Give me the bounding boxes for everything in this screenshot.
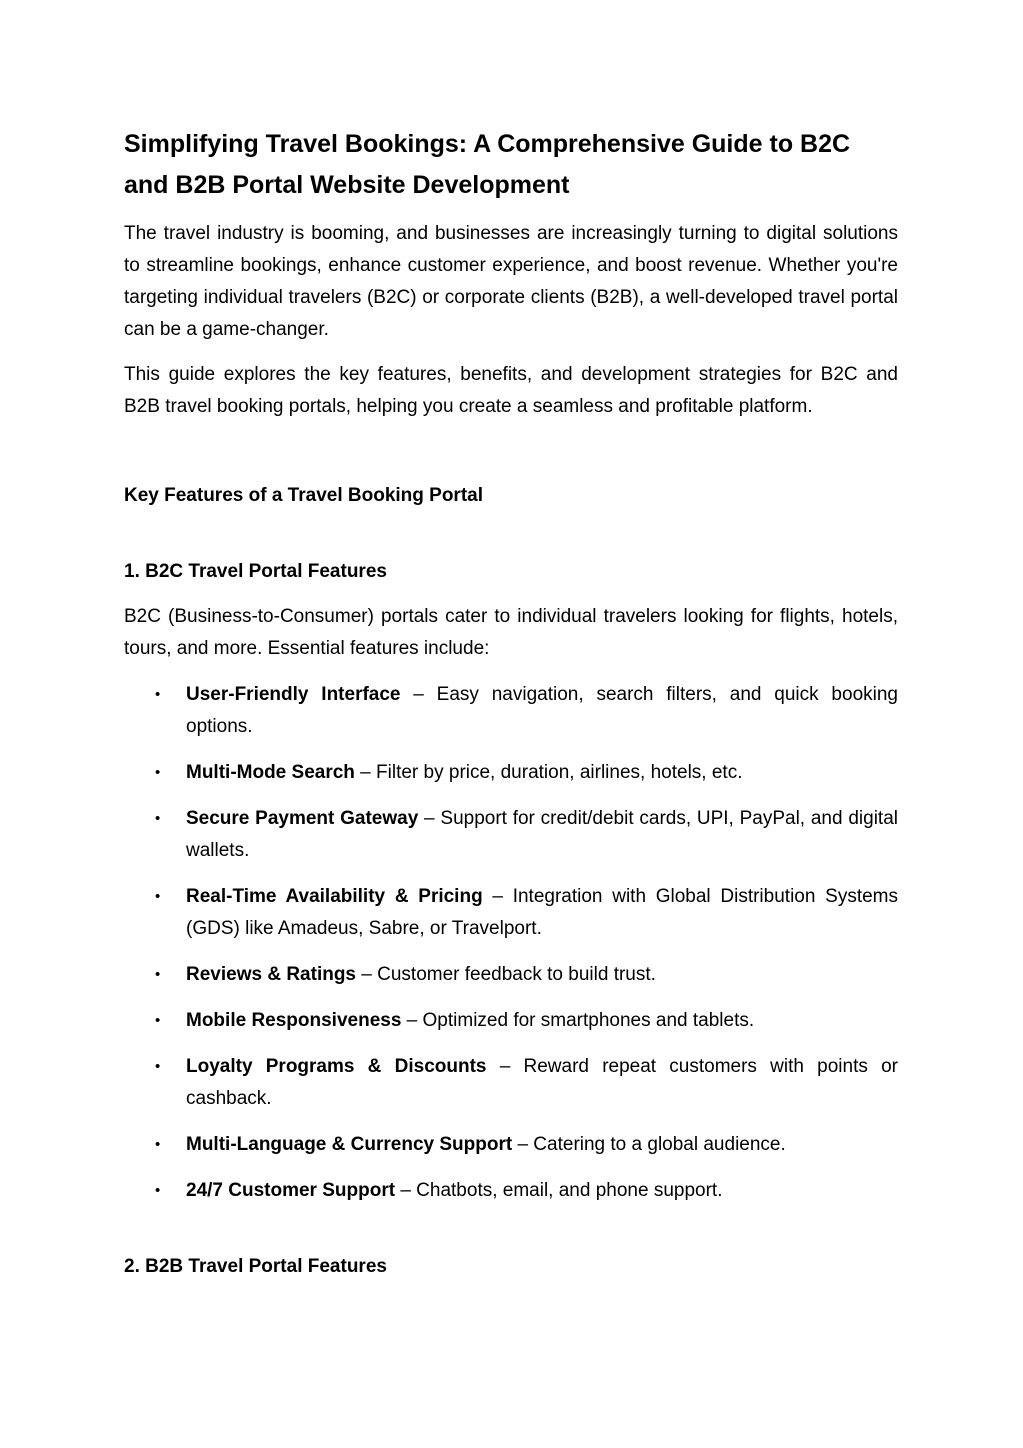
feature-description: – Optimized for smartphones and tablets.: [401, 1010, 755, 1031]
b2b-heading: 2. B2B Travel Portal Features: [124, 1256, 387, 1277]
b2c-heading: 1. B2C Travel Portal Features: [124, 561, 387, 582]
list-item: [124, 1051, 898, 1115]
feature-name: Mobile Responsiveness: [186, 1010, 402, 1031]
feature-name: Real-Time Availability & Pricing: [186, 886, 483, 907]
bullet-icon: •: [155, 1012, 161, 1029]
bullet-icon: •: [155, 966, 161, 983]
feature-name: Reviews & Ratings: [186, 964, 356, 985]
bullet-icon: •: [155, 764, 161, 781]
bullet-icon: •: [155, 1058, 161, 1075]
list-item: [124, 1005, 898, 1037]
list-item: [124, 803, 898, 867]
feature-description: – Filter by price, duration, airlines, hotels, etc.: [354, 762, 743, 783]
document-page: [124, 124, 898, 1283]
feature-description: – Support for credit/debit cards, UPI, PayPal, and digital wallets.: [186, 808, 898, 861]
document-title: Simplifying Travel Bookings: A Comprehensive Guide to B2C and B2B Portal Website Development: [124, 130, 851, 199]
key-features-heading: Key Features of a Travel Booking Portal: [124, 485, 483, 506]
bullet-icon: •: [155, 686, 161, 703]
feature-name: 24/7 Customer Support: [186, 1180, 396, 1201]
feature-description: – Easy navigation, search filters, and quick booking options.: [186, 684, 898, 737]
feature-name: Multi-Language & Currency Support: [186, 1134, 513, 1155]
feature-name: Secure Payment Gateway: [186, 808, 419, 829]
intro-paragraph: This guide explores the key features, benefits, and development strategies for B2C and B2B travel booking portals, helping you create a seamless and profitable platform.: [124, 364, 898, 417]
list-item: [124, 1129, 898, 1161]
feature-name: User-Friendly Interface: [186, 684, 401, 705]
feature-description: – Customer feedback to build trust.: [356, 964, 656, 985]
feature-description: – Catering to a global audience.: [512, 1134, 786, 1155]
spacer: [124, 1221, 898, 1251]
feature-name: Loyalty Programs & Discounts: [186, 1056, 487, 1077]
feature-name: Multi-Mode Search: [186, 762, 355, 783]
list-item: [124, 1175, 898, 1207]
list-item: [124, 959, 898, 991]
bullet-icon: •: [155, 810, 161, 827]
intro-paragraph: The travel industry is booming, and businesses are increasingly turning to digital solutions to streamline bookings, enhance customer experience, and boost revenue. Whether you're targeting individual travelers (B2C) or corporate clients (B2B), a well-developed travel portal can be a game-changer.: [124, 223, 898, 340]
list-item: [124, 679, 898, 743]
list-item: [124, 757, 898, 789]
b2c-feature-list: [124, 679, 898, 1207]
feature-description: – Chatbots, email, and phone support.: [395, 1180, 723, 1201]
bullet-icon: •: [155, 888, 161, 905]
spacer: [124, 512, 898, 556]
list-item: [124, 881, 898, 945]
feature-description: – Integration with Global Distribution Systems (GDS) like Amadeus, Sabre, or Travelport.: [186, 886, 898, 939]
bullet-icon: •: [155, 1182, 161, 1199]
spacer: [124, 436, 898, 480]
b2c-intro-paragraph: B2C (Business-to-Consumer) portals cater to individual travelers looking for flights, hotels, tours, and more. Essential features include:: [124, 606, 898, 659]
bullet-icon: •: [155, 1136, 161, 1153]
feature-description: – Reward repeat customers with points or cashback.: [186, 1056, 898, 1109]
